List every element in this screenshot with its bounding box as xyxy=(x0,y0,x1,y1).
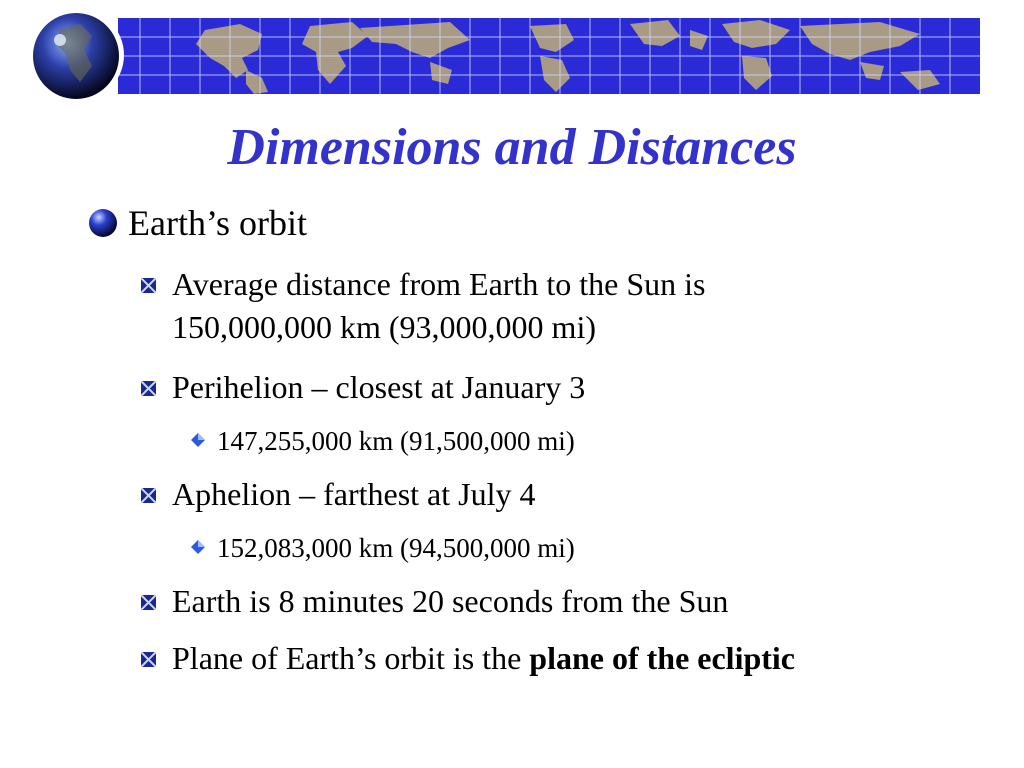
square-bullet-icon xyxy=(141,381,156,396)
square-bullet-icon xyxy=(141,652,156,667)
ecliptic-bold-term: plane of the ecliptic xyxy=(529,640,795,676)
bullet-earths-orbit: Earth’s orbit xyxy=(128,203,307,243)
bullet-light-time: Earth is 8 minutes 20 seconds from the Sun xyxy=(172,583,729,619)
bullet-ecliptic xyxy=(172,637,852,680)
bullet-perihelion: Perihelion – closest at January 3 xyxy=(172,369,586,405)
slide-title: Dimensions and Distances xyxy=(227,119,797,176)
bullet-perihelion-distance: 147,255,000 km (91,500,000 mi) xyxy=(217,426,575,456)
globe-icon xyxy=(32,9,124,101)
square-bullet-icon xyxy=(141,595,156,610)
diamond-bullet-icon xyxy=(191,433,205,447)
world-map-banner xyxy=(118,18,980,94)
ecliptic-text: Plane of Earth’s orbit is the xyxy=(172,640,530,676)
diamond-bullet-icon xyxy=(191,540,205,554)
square-bullet-icon xyxy=(141,488,156,503)
bullet-aphelion-distance: 152,083,000 km (94,500,000 mi) xyxy=(217,533,575,563)
bullet-aphelion: Aphelion – farthest at July 4 xyxy=(172,476,536,512)
bullet-average-distance: Average distance from Earth to the Sun is 150,000,000 km (93,000,000 mi) xyxy=(172,266,706,345)
blue-sphere-bullet-icon xyxy=(88,208,118,238)
header-banner xyxy=(0,0,1024,110)
square-bullet-icon xyxy=(141,278,156,293)
